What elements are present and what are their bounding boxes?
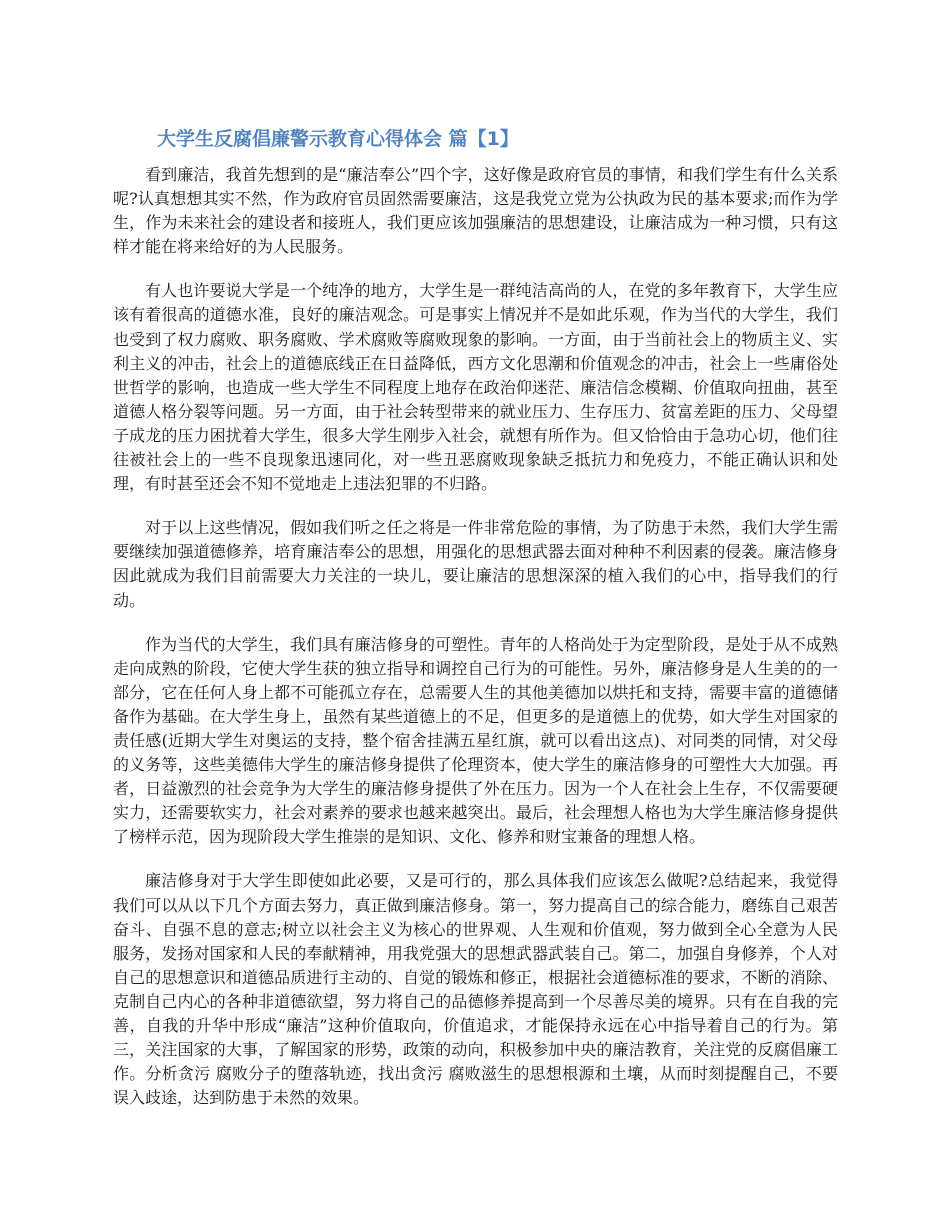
paragraph: 有人也许要说大学是一个纯净的地方，大学生是一群纯洁高尚的人，在党的多年教育下，大学生应该有着很高的道德水准，良好的廉洁观念。可是事实上情况并不是如此乐观，作为当代的大学生，我们也受到了权力腐败、职务腐败、学术腐败等腐败现象的影响。一方面，由于当前社会上的物质主义、实利主义的冲击，社会上的道德底线正在日益降低，西方文化思潮和价值观念的冲击，社会上一些庸俗处世哲学的影响，也造成一些大学生不同程度上地存在政治仰迷茫、廉洁信念模糊、价值取向扭曲，甚至道德人格分裂等问题。另一方面，由于社会转型带来的就业压力、生存压力、贫富差距的压力、父母望子成龙的压力困扰着大学生，很多大学生刚步入社会，就想有所作为。但又恰恰由于急功心切，他们往往被社会上的一些不良现象迅速同化，对一些丑恶腐败现象缺乏抵抗力和免疫力，不能正确认识和处理，有时甚至还会不知不觉地走上违法犯罪的不归路。 <box>113 281 838 494</box>
paragraph: 作为当代的大学生，我们具有廉洁修身的可塑性。青年的人格尚处于为定型阶段，是处于从不成熟走向成熟的阶段，它使大学生获的独立指导和调控自己行为的可能性。另外，廉洁修身是人生美的的一部分，它在任何人身上都不可能孤立存在，总需要人生的其他美德加以烘托和支持，需要丰富的道德储备作为基础。在大学生身上，虽然有某些道德上的不足，但更多的是道德上的优势，如大学生对国家的责任感(近期大学生对奥运的支持，整个宿舍挂满五星红旗，就可以看出这点)、对同类的同情，对父母的义务等，这些美德伟大学生的廉洁修身提供了伦理资本，使大学生的廉洁修身的可塑性大大加强。再者，日益激烈的社会竞争为大学生的廉洁修身提供了外在压力。因为一个人在社会上生存，不仅需要硬实力，还需要软实力，社会对素养的要求也越来越突出。最后，社会理想人格也为大学生廉洁修身提供了榜样示范，因为现阶段大学生推崇的是知识、文化、修养和财宝兼备的理想人格。 <box>113 634 838 847</box>
paragraph: 看到廉洁，我首先想到的是“廉洁奉公”四个字，这好像是政府官员的事情，和我们学生有什么关系呢?认真想想其实不然，作为政府官员固然需要廉洁，这是我党立党为公执政为民的基本要求;而作为学生，作为未来社会的建设者和接班人，我们更应该加强廉洁的思想建设，让廉洁成为一种习惯，只有这样才能在将来给好的为人民服务。 <box>113 165 838 257</box>
document-title: 大学生反腐倡廉警示教育心得体会 篇【1】 <box>157 128 519 150</box>
paragraph: 廉洁修身对于大学生即使如此必要，又是可行的，那么具体我们应该怎么做呢?总结起来，我觉得我们可以从以下几个方面去努力，真正做到廉洁修身。第一，努力提高自己的综合能力，磨练自己艰苦奋斗、自强不息的意志;树立以社会主义为核心的世界观、人生观和价值观，努力做到全心全意为人民服务，发扬对国家和人民的奉献精神，用我党强大的思想武器武装自己。第二，加强自身修养，个人对自己的思想意识和道德品质进行主动的、自觉的锻炼和修正，根据社会道德标准的要求，不断的消除、克制自己内心的各种非道德欲望，努力将自己的品德修养提高到一个尽善尽美的境界。只有在自我的完善，自我的升华中形成“廉洁”这种价值取向，价值追求，才能保持永远在心中指导着自己的行为。第三，关注国家的大事，了解国家的形势，政策的动向，积极参加中央的廉洁教育，关注党的反腐倡廉工作。分析贪污 腐败分子的堕落轨迹，找出贪污 腐败滋生的思想根源和土壤，从而时刻提醒自己，不要误入歧途，达到防患于未然的效果。 <box>113 871 838 1108</box>
document-body <box>113 163 838 1130</box>
paragraph: 对于以上这些情况，假如我们听之任之将是一件非常危险的事情，为了防患于未然，我们大学生需要继续加强道德修养，培育廉洁奉公的思想，用强化的思想武器去面对种种不利因素的侵袭。廉洁修身因此就成为我们目前需要大力关注的一块儿，要让廉洁的思想深深的植入我们的心中，指导我们的行动。 <box>113 518 838 610</box>
